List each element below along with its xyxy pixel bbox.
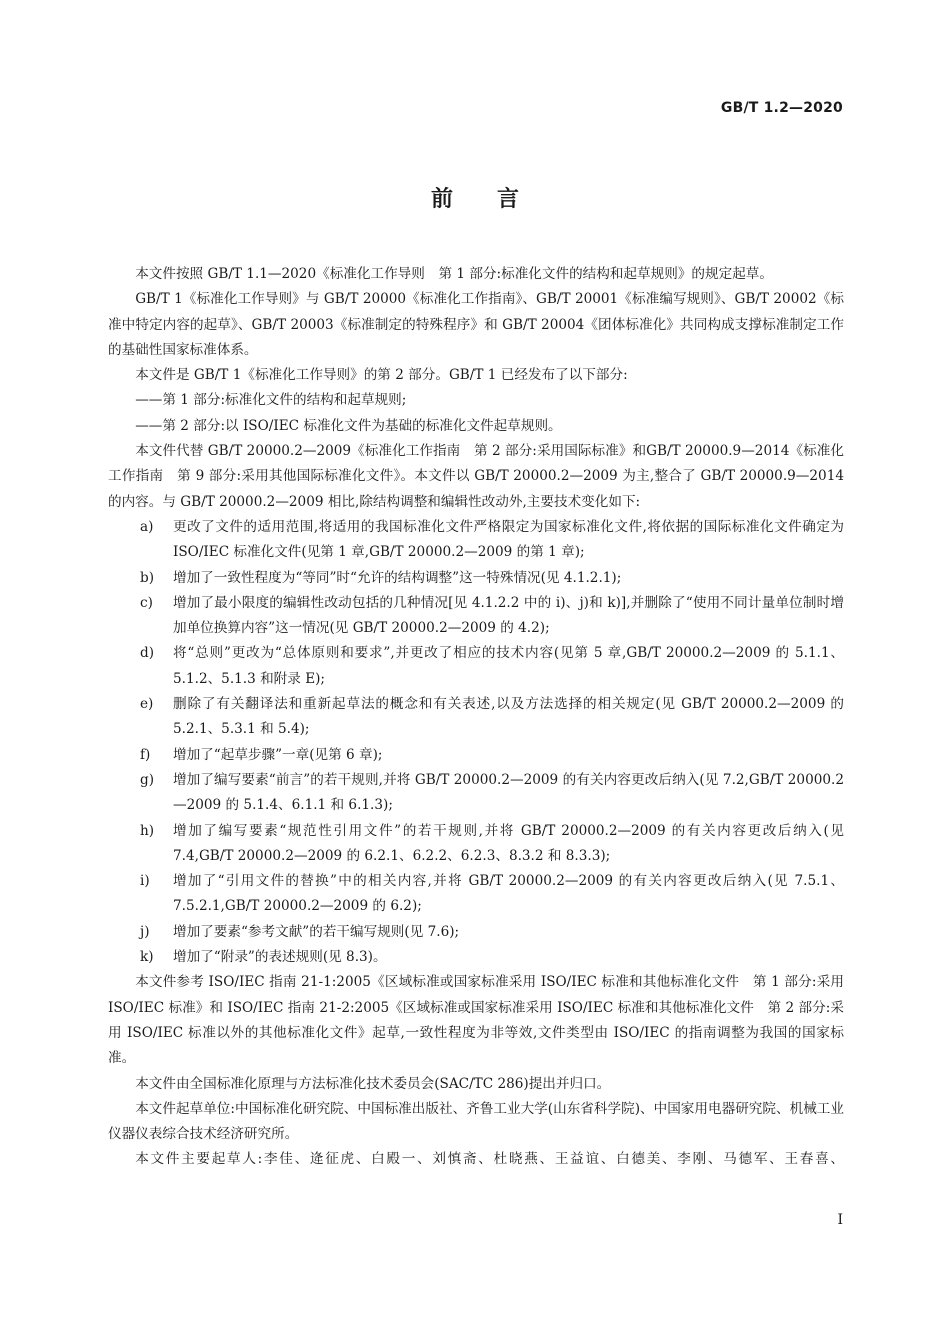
list-item: e) 删除了有关翻译法和重新起草法的概念和有关表述,以及方法选择的相关规定(见 GB/T 20000.2—2009 的 5.2.1、5.3.1 和 5.4); <box>140 696 844 738</box>
document-body <box>108 262 844 1173</box>
paragraph-drafting-basis: 本文件按照 GB/T 1.1—2020《标准化工作导则 第 1 部分:标准化文件的结构和起草规则》的规定起草。 <box>135 266 773 282</box>
list-item: j) 增加了要素“参考文献”的若干编写规则(见 7.6); <box>140 923 460 940</box>
list-item: b) 增加了一致性程度为“等同”时“允许的结构调整”这一特殊情况(见 4.1.2.1); <box>140 569 622 586</box>
list-item: i) 增加了“引用文件的替换”中的相关内容,并将 GB/T 20000.2—2009 的有关内容更改后纳入(见 7.5.1、7.5.2.1,GB/T 20000.2—2009 的 6.2); <box>140 873 844 915</box>
list-item: k) 增加了“附录”的表述规则(见 8.3)。 <box>140 949 387 966</box>
paragraph-proposer: 本文件由全国标准化原理与方法标准化技术委员会(SAC/TC 286)提出并归口。 <box>135 1075 611 1092</box>
list-item: c) 增加了最小限度的编辑性改动包括的几种情况[见 4.1.2.2 中的 i)、j)和 k)],并删除了“使用不同计量单位制时增加单位换算内容”这一情况(见 GB/T 20000.2—2009 的 4.2); <box>140 594 844 637</box>
list-item: d) 将“总则”更改为“总体原则和要求”,并更改了相应的技术内容(见第 5 章,GB/T 20000.2—2009 的 5.1.1、5.1.2、5.1.3 和附录 E); <box>140 645 844 687</box>
list-item: g) 增加了编写要素“前言”的若干规则,并将 GB/T 20000.2—2009 的有关内容更改后纳入(见 7.2,GB/T 20000.2—2009 的 5.1.4、6.1.1 和 6.1.3); <box>140 771 844 814</box>
part-item-1: ——第 1 部分:标准化文件的结构和起草规则; <box>135 392 407 409</box>
standard-code: GB/T 1.2—2020 <box>720 100 843 116</box>
list-item: h) 增加了编写要素“规范性引用文件”的若干规则,并将 GB/T 20000.2—2009 的有关内容更改后纳入(见 7.4,GB/T 20000.2—2009 的 6.2.1、6.2.2、6.2.3、8.3.2 和 8.3.3); <box>140 822 844 864</box>
paragraph-reference-documents: 本文件参考 ISO/IEC 指南 21-1:2005《区域标准或国家标准采用 ISO/IEC 标准和其他标准化文件 第 1 部分:采用 ISO/IEC 标准》和 ISO/IEC 指南 21-2:2005《区域标准或国家标准采用 ISO/IEC 标准和其他标准化文件 第 2 部分:采用 ISO/IEC 标准以外的其他标准化文件》起草,一致性程度为非等效,文件类型由 ISO/IEC 的指南调整为我国的国家标准。 <box>108 974 844 1067</box>
paragraph-part-info: 本文件是 GB/T 1《标准化工作导则》的第 2 部分。GB/T 1 已经发布了以下部分: <box>135 367 628 384</box>
page-title: 前言 <box>430 187 563 212</box>
technical-changes-list <box>108 515 844 970</box>
paragraph-drafters: 本文件主要起草人:李佳、逄征虎、白殿一、刘慎斋、杜晓燕、王益谊、白德美、李刚、马德军、王春喜、 <box>135 1151 844 1168</box>
part-item-2: ——第 2 部分:以 ISO/IEC 标准化文件为基础的标准化文件起草规则。 <box>135 417 562 434</box>
paragraph-drafting-units: 本文件起草单位:中国标准化研究院、中国标准出版社、齐鲁工业大学(山东省科学院)、中国家用电器研究院、机械工业仪器仪表综合技术经济研究所。 <box>108 1100 844 1143</box>
list-item: f) 增加了“起草步骤”一章(见第 6 章); <box>140 746 383 763</box>
paragraph-replacement: 本文件代替 GB/T 20000.2—2009《标准化工作指南 第 2 部分:采用国际标准》和GB/T 20000.9—2014《标准化工作指南 第 9 部分:采用其他国际标准化文件》。本文件以 GB/T 20000.2—2009 为主,整合了 GB/T 20000.9—2014 的内容。与 GB/T 20000.2—2009 相比,除结构调整和编辑性改动外,主要技术变化如下: <box>108 443 844 510</box>
page-number: I <box>837 1212 843 1228</box>
list-item: a) 更改了文件的适用范围,将适用的我国标准化文件严格限定为国家标准化文件,将依据的国际标准化文件确定为 ISO/IEC 标准化文件(见第 1 章,GB/T 20000.2—2009 的第 1 章); <box>140 518 844 561</box>
paragraph-standard-system: GB/T 1《标准化工作导则》与 GB/T 20000《标准化工作指南》、GB/T 20001《标准编写规则》、GB/T 20002《标准中特定内容的起草》、GB/T 20003《标准制定的特殊程序》和 GB/T 20004《团体标准化》共同构成支撑标准制定工作的基础性国家标准体系。 <box>108 291 844 358</box>
